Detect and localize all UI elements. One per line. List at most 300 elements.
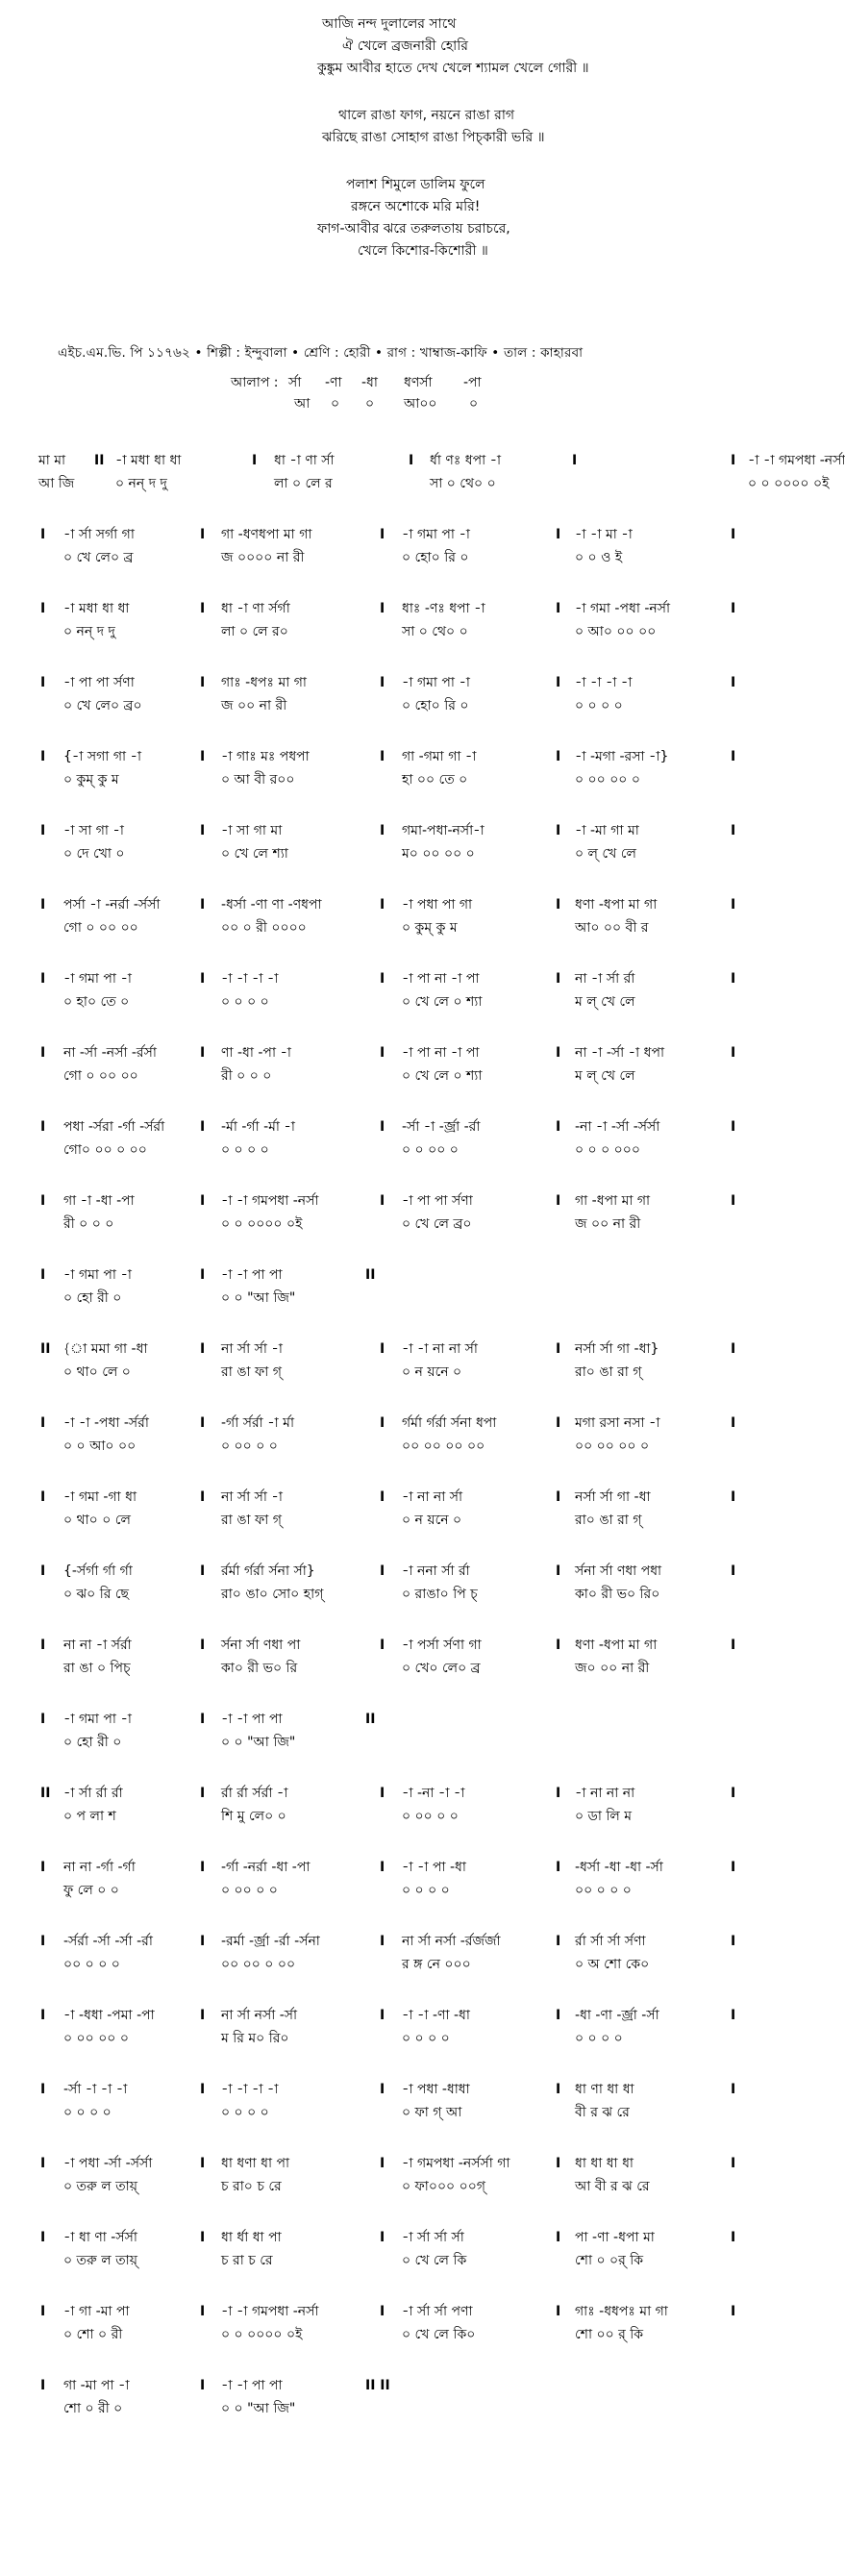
bar-line: I [200, 1860, 206, 1875]
syllable-group: জ০ ০০ না রী [575, 1661, 650, 1676]
bar-line: I [200, 1045, 206, 1061]
lyric-line: আজি নন্দ দুলালের সাথে [322, 16, 457, 32]
swara-group: -ধর্সা -ধা -ধা -র্সা [575, 1860, 663, 1875]
bar-line: I [572, 453, 578, 468]
lyric-syllable-line [0, 1954, 769, 1975]
bar-line: I [556, 823, 561, 838]
syllable-group: ০ ০ ০ ০ [221, 1142, 269, 1158]
swara-group: পধা -র্সরা -র্গা -র্সর্রা [63, 1119, 165, 1135]
swara-group: -র্গা -নর্রা -ধা -পা [221, 1860, 311, 1875]
bar-line: I [200, 2378, 206, 2393]
syllable-group: চ রা০ চ রে [221, 2179, 282, 2194]
swara-line [0, 968, 769, 989]
bar-line: I [556, 675, 561, 690]
swara-group: -া -া -া -া [221, 2082, 279, 2097]
lyric-syllable-line [0, 2176, 769, 2197]
syllable-group: ০ থা০ ০ লে [63, 1513, 131, 1528]
bar-line: II [40, 1786, 51, 1801]
bar-line: I [380, 1119, 385, 1135]
bar-line: I [731, 601, 736, 616]
swara-group: -া গমা পা -া [402, 675, 470, 690]
syllable-group: ০ ০ ০ ০ [575, 698, 623, 713]
lyric-line: ঐ খেলে ব্রজনারী হোরি [342, 38, 468, 54]
swara-group: -া মধা ধা ধা [63, 601, 130, 616]
syllable-group: লা ০ লে র [274, 476, 333, 491]
syllable-group: আ বী র ঝ রে [575, 2179, 650, 2194]
alap-note: ধণর্সা [404, 375, 433, 390]
swara-group: -া -া গমপধা -নর্সা [221, 1193, 319, 1209]
syllable-group: হা ০০ তে ০ [402, 772, 468, 788]
syllable-group: ০০ ০ ০ ০ [63, 1957, 120, 1972]
swara-line [0, 2375, 769, 2396]
syllable-group: ০ নন্‌ দ দু [115, 476, 167, 491]
swara-line [0, 672, 769, 693]
bar-line: I [731, 823, 736, 838]
syllable-group: ০ খে লে ০ শ্যা [402, 1068, 483, 1084]
bar-line: I [731, 971, 736, 987]
swara-line [0, 2005, 769, 2026]
bar-line: I [200, 2230, 206, 2245]
alap-note: -ণা [325, 375, 342, 390]
syllable-group: ০ খে লে০ ব্র০ [63, 698, 142, 713]
swara-group: গা -ধপা মা গা [575, 1193, 651, 1209]
lyric-syllable-line [0, 1584, 769, 1605]
lyric-syllable-line [0, 991, 769, 1013]
syllable-group: ০ কুম্‌ কু ম [402, 920, 458, 936]
swara-group: -া -া গমপধা -নর্সা [748, 453, 845, 468]
syllable-group: ০ ০০ ০ ০ [221, 1883, 278, 1898]
syllable-group: ০ রাঙা০ পি চ্ [402, 1587, 478, 1602]
syllable-group: ম ল্ খে লে [575, 1068, 635, 1084]
syllable-group: শো ০ ০র্ কি [575, 2253, 644, 2268]
syllable-group: ০ ০০ ০ ০ [402, 1809, 459, 1824]
bar-line: I [731, 2082, 736, 2097]
syllable-group: ০০ ০০ ০০ ০ [575, 1438, 650, 1454]
syllable-group: গো ০ ০০ ০০ [63, 1068, 138, 1084]
syllable-group: ০ খে লে কি [402, 2253, 467, 2268]
bar-line: I [380, 1045, 385, 1061]
bar-line: I [40, 1712, 46, 1727]
bar-line: I [40, 675, 46, 690]
bar-line: I [556, 1193, 561, 1209]
bar-line: I [40, 2008, 46, 2023]
swara-line [0, 1709, 769, 1730]
swara-line [0, 1635, 769, 1656]
bar-line: I [40, 823, 46, 838]
swara-group: না না -র্গা -র্গা [63, 1860, 136, 1875]
bar-line: I [556, 1638, 561, 1653]
swara-group: -া -া পা পা [221, 2378, 283, 2393]
swara-line [0, 598, 769, 619]
syllable-group: ০ দে খো ০ [63, 846, 125, 862]
swara-line [0, 1190, 769, 1212]
lyric-line: ঝরিছে রাঙা সোহাগ রাঙা পিচ্‌কারী ভরি ॥ [322, 130, 545, 145]
swara-group: -া -না -া -া [402, 1786, 465, 1801]
bar-line: I [200, 1489, 206, 1505]
swara-group: -া গমা পা -া [63, 1267, 132, 1283]
bar-line: I [731, 1193, 736, 1209]
syllable-group: ০ তরু ল তায়্ [63, 2179, 137, 2194]
syllable-group: ০ কুম্‌ কু ম [63, 772, 119, 788]
bar-line: I [380, 2008, 385, 2023]
syllable-group: ০ ০ ও ই [575, 550, 623, 565]
syllable-group: ০ ০ "আ জি" [221, 2401, 296, 2416]
stanza-3 [0, 174, 769, 263]
swara-group: ধা ধণা ধা পা [221, 2156, 290, 2171]
syllable-group: ০০ ০ রী ০০০০ [221, 920, 307, 936]
swara-group: -া সা গা মা [221, 823, 283, 838]
bar-line: I [731, 897, 736, 913]
alap-label: আলাপ : [231, 375, 279, 390]
lyric-line: রঙ্গনে অশোকে মরি মরি! [351, 199, 481, 214]
bar-line: II [40, 1341, 51, 1357]
bar-line: I [200, 823, 206, 838]
bar-line: II [94, 453, 105, 468]
syllable-group: সা ০ থে০ ০ [430, 476, 496, 491]
bar-line: I [380, 1415, 385, 1431]
syllable-group: জ ০০ না রী [221, 698, 287, 713]
alap-note: -পা [463, 375, 482, 390]
swara-group: -রর্মা -র্জ্রা -র্রা -র্সনা [221, 1934, 320, 1949]
bar-line: I [40, 1563, 46, 1579]
bar-line: I [731, 1860, 736, 1875]
alap-lyric-row [0, 394, 769, 413]
swara-line [0, 1857, 769, 1878]
swara-group: -া র্সা সর্গা গা [63, 527, 135, 542]
syllable-group: রা০ ঙা রা গ্ [575, 1364, 642, 1380]
bar-line: I [556, 601, 561, 616]
bar-line: I [200, 1267, 206, 1283]
bar-line: I [40, 601, 46, 616]
swara-group: র্সনা র্সা ণধা পধা [575, 1563, 662, 1579]
syllable-group: ০ খে লে ব্র০ [402, 1216, 472, 1232]
swara-line [0, 1783, 769, 1804]
bar-line: I [380, 1638, 385, 1653]
swara-group: -র্সা -া -র্জ্রা -র্রা [402, 1119, 481, 1135]
syllable-group: ০ প লা শ [63, 1809, 116, 1824]
syllable-group: ০ ০ ০ ০ [63, 2105, 112, 2120]
syllable-group: কা০ রী ভ০ রি [221, 1661, 298, 1676]
syllable-group: শো ০০ র্ কি [575, 2327, 644, 2342]
swara-line [0, 1413, 769, 1434]
syllable-group: ম০ ০০ ০০ ০ [402, 846, 475, 862]
swara-group: -া -া -া -া [221, 971, 279, 987]
syllable-group: ০ ০ ০ ০ [575, 2031, 623, 2046]
bar-line: I [380, 2230, 385, 2245]
song-lyrics [0, 13, 769, 288]
bar-line: I [380, 1489, 385, 1505]
syllable-group: ০ খে লে শ্যা [221, 846, 288, 862]
bar-line: I [556, 749, 561, 764]
syllable-group: গো০ ০০ ০ ০০ [63, 1142, 147, 1158]
bar-line: I [380, 1860, 385, 1875]
swara-group: -া গমা পা -া [402, 527, 470, 542]
bar-line: I [40, 1860, 46, 1875]
bar-line: I [380, 897, 385, 913]
bar-line: I [556, 1489, 561, 1505]
bar-line: I [556, 1341, 561, 1357]
lyric-line: ফাগ-আবীর ঝরে তরুলতায় চরাচরে, [317, 221, 510, 237]
lyric-syllable-line [0, 547, 769, 568]
bar-line: I [200, 2008, 206, 2023]
bar-line: I [731, 1119, 736, 1135]
syllable-group: ০ ০ ০০০০ ০ই [748, 476, 830, 491]
syllable-group: ০ ০০ ০০ ০ [575, 772, 640, 788]
stanza-2 [0, 105, 769, 149]
swara-group: -া পা না -া পা [402, 1045, 480, 1061]
bar-line: I [200, 2304, 206, 2319]
syllable-group: ০ নন্‌ দ দু [63, 624, 115, 639]
swara-group: -া -া গমপধা -নর্সা [221, 2304, 319, 2319]
swara-line [0, 1487, 769, 1508]
syllable-group: ০০ ০০ ০ ০০ [221, 1957, 296, 1972]
lyric-syllable-line [0, 769, 769, 790]
bar-line: I [380, 2304, 385, 2319]
swara-group: -া পা পা র্সণা [63, 675, 135, 690]
swara-group: র্গর্মা র্গর্রা র্সনা ধপা [402, 1415, 497, 1431]
swara-line [0, 2079, 769, 2100]
bar-line: I [731, 1563, 736, 1579]
swara-line [0, 1116, 769, 1138]
syllable-group: ০ অ শো কে০ [575, 1957, 650, 1972]
syllable-group: শি মু লে০ ০ [221, 1809, 286, 1824]
bar-line: I [556, 2156, 561, 2171]
bar-line: I [556, 2082, 561, 2097]
bar-line: I [40, 749, 46, 764]
syllable-group: ০ ০ ০ ০ [402, 2031, 450, 2046]
syllable-group: ০ ন য়নে ০ [402, 1513, 462, 1528]
swara-group: -া র্সা র্সা র্সা [402, 2230, 464, 2245]
lyric-syllable-line [0, 843, 769, 864]
swara-group: গমা-পধা-নর্সা-া [402, 823, 485, 838]
syllable-group: ফু লে ০ ০ [63, 1883, 119, 1898]
bar-line: I [200, 1193, 206, 1209]
swara-group: -া -া পা পা [221, 1267, 283, 1283]
bar-line: I [380, 1193, 385, 1209]
syllable-group: ০ হো০ রি ০ [402, 550, 469, 565]
swara-group: -া -া -ণা -ধা [402, 2008, 470, 2023]
bar-line: I [40, 2230, 46, 2245]
stanza-1 [0, 13, 769, 80]
bar-line: I [200, 1119, 206, 1135]
swara-group: না র্সা নর্সা -র্রর্জর্জা [402, 1934, 501, 1949]
swara-group: -া র্সা র্সা পণা [402, 2304, 473, 2319]
bar-line: I [40, 2156, 46, 2171]
bar-line: I [200, 1638, 206, 1653]
bar-line: I [380, 675, 385, 690]
lyric-syllable-line [0, 2250, 769, 2271]
syllable-group: ০ ল্ খে লে [575, 846, 636, 862]
swara-line [0, 746, 769, 767]
swara-group: {-া সগা গা -া [63, 749, 142, 764]
swara-group: -া -া পা পা [221, 1712, 283, 1727]
bar-line: I [200, 1563, 206, 1579]
swara-line [0, 894, 769, 915]
bar-line: I [200, 1786, 206, 1801]
swara-group: না -র্সা -নর্সা -র্রর্সা [63, 1045, 157, 1061]
swara-group: -া গমা -পধা -নর্সা [575, 601, 671, 616]
bar-line: I [200, 749, 206, 764]
bar-line: I [380, 971, 385, 987]
lyric-syllable-line [0, 2028, 769, 2049]
syllable-group: ম রি ম০ রি০ [221, 2031, 289, 2046]
swara-group: গাঃ -ধধপঃ মা গা [575, 2304, 668, 2319]
bar-line: I [40, 971, 46, 987]
syllable-group: ০ হো০ রি ০ [402, 698, 469, 713]
bar-line: I [731, 2230, 736, 2245]
swara-line [0, 450, 845, 471]
bar-line: I [200, 1934, 206, 1949]
alap-syllable: ০ [331, 396, 340, 412]
swara-line [0, 1561, 769, 1582]
syllable-group: ০ ফা গ্ আ [402, 2105, 462, 2120]
syllable-group: ০ ০ ০ ০ [221, 994, 269, 1010]
bar-line: I [40, 527, 46, 542]
syllable-group: ০ ঝ০ রি ছে [63, 1587, 130, 1602]
syllable-group: ০ খে লে০ ব্র [63, 550, 134, 565]
bar-line: I [731, 1786, 736, 1801]
swara-line [0, 1931, 769, 1952]
lyric-syllable-line [0, 1806, 769, 1827]
bar-line: II [365, 1712, 376, 1727]
bar-line: I [380, 527, 385, 542]
swara-group: র্রা র্সা র্সা র্সণা [575, 1934, 646, 1949]
swara-group: -া না না র্সা [402, 1489, 463, 1505]
lyric-syllable-line [0, 1065, 769, 1087]
lyric-line: কুঙ্কুম আবীর হাতে দেখ খেলে শ্যামল খেলে গোরী ॥ [317, 61, 589, 76]
swara-group: ধা র্ধা ধা পা [221, 2230, 282, 2245]
lyric-syllable-line [0, 1288, 769, 1309]
swara-group: পা -ণা -ধপা মা [575, 2230, 655, 2245]
swara-group: র্সনা র্সা ণধা পা [221, 1638, 301, 1653]
swara-line [0, 524, 769, 545]
lyric-syllable-line [0, 917, 769, 938]
swara-group: মগা রসা নসা -া [575, 1415, 660, 1431]
lyric-line: খেলে কিশোর-কিশোরী ॥ [358, 243, 488, 259]
recording-info: এইচ.এম.ভি. পি ১১৭৬২ • শিল্পী : ইন্দুবালা • শ্রেণি : হোরী • রাগ : খাম্বাজ-কাফি • তাল : কাহারবা [58, 345, 584, 361]
syllable-group: ০০ ০ ০ ০ [575, 1883, 632, 1898]
bar-line: I [731, 1489, 736, 1505]
swara-group: ধা -া ণা র্সর্গা [221, 601, 290, 616]
bar-line: I [731, 749, 736, 764]
swara-group: না র্সা র্সা -া [221, 1341, 283, 1357]
lyric-syllable-line [0, 1213, 769, 1235]
bar-line: I [40, 1045, 46, 1061]
alap-syllable: ০ [469, 396, 479, 412]
bar-line: I [200, 675, 206, 690]
swara-group: -া -মগা -রসা -া} [575, 749, 669, 764]
bar-line: I [731, 1045, 736, 1061]
swara-group: গা -গমা গা -া [402, 749, 477, 764]
bar-line: I [380, 1563, 385, 1579]
syllable-group: ০ ০ ০০০০ ০ই [221, 2327, 303, 2342]
bar-line: I [556, 1119, 561, 1135]
swara-group: মা মা [38, 453, 66, 468]
syllable-group: ০ হো রী ০ [63, 1735, 122, 1750]
swara-group: না না -া র্সর্রা [63, 1638, 132, 1653]
swara-line [0, 1042, 769, 1063]
syllable-group: ০ ডা লি ম [575, 1809, 633, 1824]
syllable-group: রী ০ ০ ০ [63, 1216, 114, 1232]
syllable-group: র ঙ্গ নে ০০০ [402, 1957, 471, 1972]
bar-line: I [731, 1934, 736, 1949]
bar-line: I [40, 2378, 46, 2393]
swara-group: ধা ধা ধা ধা [575, 2156, 634, 2171]
syllable-group: বী র ঝ রে [575, 2105, 630, 2120]
swara-group: -া -া না না র্সা [402, 1341, 478, 1357]
swara-group: {-র্সর্গা র্গা র্গা [63, 1563, 133, 1579]
bar-line: I [731, 2304, 736, 2319]
swara-group: ধণা -ধপা মা গা [575, 897, 658, 913]
bar-line: I [40, 1638, 46, 1653]
swara-group: না -া র্সা র্রা [575, 971, 635, 987]
bar-line: I [40, 1415, 46, 1431]
bar-line: I [731, 675, 736, 690]
lyric-syllable-line [0, 473, 830, 494]
syllable-group: ০ ০ ০০০০ ০ই [221, 1216, 303, 1232]
swara-group: -র্সর্রা -র্সা -র্সা -র্রা [63, 1934, 153, 1949]
syllable-group: চ রা চ রে [221, 2253, 273, 2268]
swara-group: -া পর্সা র্সণা গা [402, 1638, 482, 1653]
bar-line: I [556, 1934, 561, 1949]
swara-group: না র্সা নর্সা -র্সা [221, 2008, 298, 2023]
syllable-group: কা০ রী ভ০ রি০ [575, 1587, 660, 1602]
swara-group: -র্মা -র্গা -র্মা -া [221, 1119, 295, 1135]
bar-line: I [200, 2082, 206, 2097]
syllable-group: ০ ০ "আ জি" [221, 1290, 296, 1306]
swara-group: -া পা পা র্সণা [402, 1193, 473, 1209]
swara-group: ধা ণা ধা ধা [575, 2082, 634, 2097]
syllable-group: রী ০ ০ ০ [221, 1068, 272, 1084]
lyric-syllable-line [0, 621, 769, 642]
bar-line: I [556, 2230, 561, 2245]
bar-line: I [409, 453, 414, 468]
swara-group: পর্সা -া -নর্রা -র্সর্সা [63, 897, 161, 913]
bar-line: I [40, 1934, 46, 1949]
syllable-group: রা ঙা ফা গ্ [221, 1364, 282, 1380]
syllable-group: আ জি [38, 476, 75, 491]
bar-line: I [556, 1045, 561, 1061]
swara-group: -া গমা পা -া [63, 1712, 132, 1727]
syllable-group: ০ ০ "আ জি" [221, 1735, 296, 1750]
syllable-group: ০ ০ আ০ ০০ [63, 1438, 137, 1454]
syllable-group: ০০ ০০ ০০ ০০ [402, 1438, 485, 1454]
lyric-syllable-line [0, 1139, 769, 1161]
swara-line [0, 2153, 769, 2174]
swara-group: র্ধা ণঃ ধপা -া [430, 453, 502, 468]
swara-line [0, 1264, 769, 1286]
swara-group: {া মমা গা -ধা [63, 1341, 148, 1357]
bar-line: I [731, 1638, 736, 1653]
bar-line: I [731, 527, 736, 542]
swara-group: -র্গা র্সর্রা -া র্মা [221, 1415, 295, 1431]
swara-group: -া -া -পধা -র্সর্রা [63, 1415, 149, 1431]
swara-group: -া না না না [575, 1786, 635, 1801]
lyric-syllable-line [0, 2102, 769, 2123]
alap-syllable: আ০০ [404, 396, 437, 412]
lyric-syllable-line [0, 1880, 769, 1901]
syllable-group: ০ হো রী ০ [63, 1290, 122, 1306]
bar-line: I [200, 1415, 206, 1431]
swara-group: -া গমপধা -নর্সর্সা গা [402, 2156, 510, 2171]
swara-group: -া -া পা -ধা [402, 1860, 466, 1875]
swara-group: -না -া -র্সা -র্সর্সা [575, 1119, 660, 1135]
bar-line: I [40, 2304, 46, 2319]
swara-group: ধণা -ধপা মা গা [575, 1638, 658, 1653]
swara-group: -া ধা ণা -র্সর্সা [63, 2230, 137, 2245]
syllable-group: লা ০ লে র০ [221, 624, 288, 639]
bar-line: I [380, 1934, 385, 1949]
